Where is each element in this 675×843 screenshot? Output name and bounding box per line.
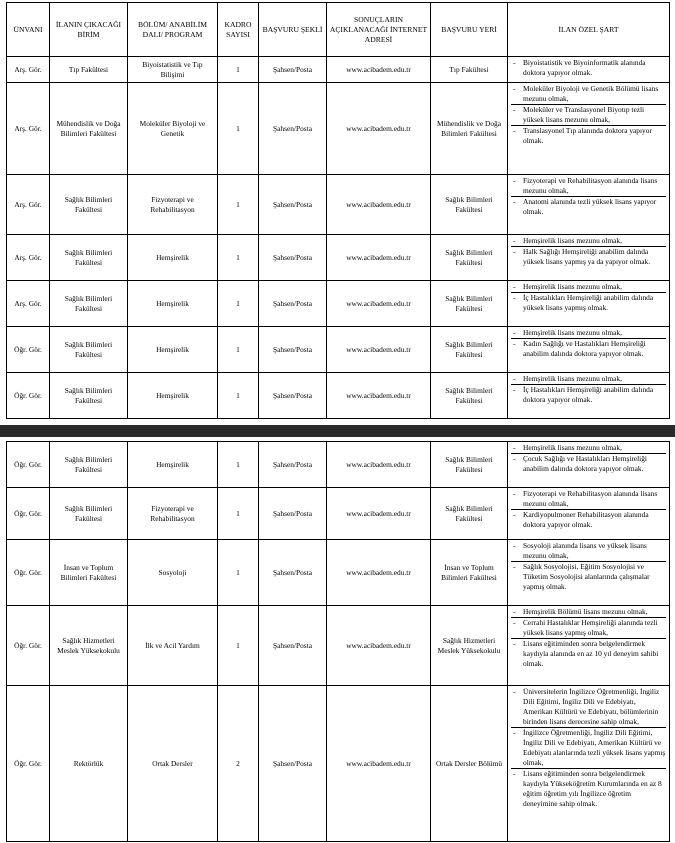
cell-unvan: Öğr. Gör.: [7, 373, 50, 419]
cell-unvan: Öğr. Gör.: [7, 327, 50, 373]
cell-adres: www.acibadem.edu.tr: [327, 235, 431, 281]
cell-sart: [508, 606, 670, 686]
cell-sekil: Şahsen/Posta: [259, 686, 327, 842]
header-sart: İLAN ÖZEL ŞART: [508, 3, 670, 57]
cell-sart: [508, 540, 670, 606]
sart-item: - Lisans eğitiminden sonra belgelendirmek kaydıyla Yükseköğretim Kurumlarında en az 8 eğitim öğretim yılı İngilizce öğretim deneyimine sahip olmak.: [511, 769, 666, 809]
cell-adres: www.acibadem.edu.tr: [327, 686, 431, 842]
cell-sekil: Şahsen/Posta: [259, 373, 327, 419]
cell-birim: İnsan ve Toplum Bilimleri Fakültesi: [50, 540, 128, 606]
cell-birim: Rektörlük: [50, 686, 128, 842]
cell-sart: [508, 83, 670, 175]
table-row: [7, 327, 670, 373]
cell-sekil: Şahsen/Posta: [259, 281, 327, 327]
job-listing-table-bottom: [6, 441, 670, 842]
cell-sekil: Şahsen/Posta: [259, 540, 327, 606]
cell-bolum: Moleküler Biyoloji ve Genetik: [128, 83, 218, 175]
cell-yer: Tıp Fakültesi: [431, 57, 508, 83]
cell-bolum: Fizyoterapi ve Rehabilitasyon: [128, 488, 218, 540]
cell-kadro: 1: [218, 606, 259, 686]
sart-item: - Fizyoterapi ve Rehabilitasyon alanında lisans mezunu olmak,: [511, 489, 666, 510]
cell-sekil: Şahsen/Posta: [259, 327, 327, 373]
cell-birim: Sağlık Bilimleri Fakültesi: [50, 175, 128, 235]
sart-item: - Hemşirelik lisans mezunu olmak,: [511, 374, 666, 385]
header-row: [7, 3, 670, 57]
header-adres: SONUÇLARIN AÇIKLANACAĞI İNTERNET ADRESİ: [327, 3, 431, 57]
cell-bolum: Ortak Dersler: [128, 686, 218, 842]
cell-sekil: Şahsen/Posta: [259, 488, 327, 540]
cell-sekil: Şahsen/Posta: [259, 606, 327, 686]
cell-yer: Sağlık Bilimleri Fakültesi: [431, 235, 508, 281]
cell-sart: [508, 488, 670, 540]
cell-adres: www.acibadem.edu.tr: [327, 488, 431, 540]
table-row: [7, 373, 670, 419]
header-birim: İLANIN ÇIKACAĞI BİRİM: [50, 3, 128, 57]
cell-adres: www.acibadem.edu.tr: [327, 175, 431, 235]
cell-yer: Ortak Dersler Bölümü: [431, 686, 508, 842]
sart-item: - Moleküler Biyoloji ve Genetik Bölümü lisans mezunu olmak,: [511, 84, 666, 105]
cell-kadro: 1: [218, 373, 259, 419]
sart-item: - Sosyoloji alanında lisans ve yüksek lisans mezunu olmak,: [511, 541, 666, 562]
cell-adres: www.acibadem.edu.tr: [327, 373, 431, 419]
cell-birim: Sağlık Hizmetleri Meslek Yüksekokulu: [50, 606, 128, 686]
cell-sekil: Şahsen/Posta: [259, 83, 327, 175]
cell-kadro: 1: [218, 175, 259, 235]
cell-kadro: 1: [218, 57, 259, 83]
page-separator: [0, 425, 675, 437]
cell-sart: [508, 686, 670, 842]
cell-bolum: Hemşirelik: [128, 442, 218, 488]
cell-yer: Sağlık Bilimleri Fakültesi: [431, 281, 508, 327]
cell-adres: www.acibadem.edu.tr: [327, 540, 431, 606]
cell-yer: İnsan ve Toplum Bilimleri Fakültesi: [431, 540, 508, 606]
cell-unvan: Arş. Gör.: [7, 281, 50, 327]
cell-unvan: Arş. Gör.: [7, 57, 50, 83]
cell-adres: www.acibadem.edu.tr: [327, 442, 431, 488]
table-row: [7, 686, 670, 842]
cell-birim: Tıp Fakültesi: [50, 57, 128, 83]
sart-item: - Lisans eğitiminden sonra belgelendirmek kaydıyla alanında en az 10 yıl deneyim sahibi olmak.: [511, 639, 666, 669]
cell-kadro: 1: [218, 83, 259, 175]
cell-sart: [508, 57, 670, 83]
cell-adres: www.acibadem.edu.tr: [327, 327, 431, 373]
header-yer: BAŞVURU YERİ: [431, 3, 508, 57]
cell-unvan: Öğr. Gör.: [7, 442, 50, 488]
cell-unvan: Öğr. Gör.: [7, 606, 50, 686]
sart-item: - Hemşirelik lisans mezunu olmak,: [511, 328, 666, 339]
table-row: [7, 83, 670, 175]
cell-sekil: Şahsen/Posta: [259, 235, 327, 281]
header-sekil: BAŞVURU ŞEKLİ: [259, 3, 327, 57]
cell-adres: www.acibadem.edu.tr: [327, 57, 431, 83]
cell-birim: Sağlık Bilimleri Fakültesi: [50, 373, 128, 419]
sart-item: - Kadın Sağlığı ve Hastalıkları Hemşireliği anabilim dalında doktora yapıyor olmak.: [511, 339, 666, 359]
cell-yer: Sağlık Bilimleri Fakültesi: [431, 327, 508, 373]
cell-kadro: 1: [218, 327, 259, 373]
cell-kadro: 1: [218, 442, 259, 488]
cell-birim: Sağlık Bilimleri Fakültesi: [50, 442, 128, 488]
table-row: [7, 606, 670, 686]
cell-unvan: Arş. Gör.: [7, 235, 50, 281]
cell-sart: [508, 235, 670, 281]
header-bolum: BÖLÜM/ ANABİLİM DALI/ PROGRAM: [128, 3, 218, 57]
sart-item: - Hemşirelik lisans mezunu olmak,: [511, 443, 666, 454]
cell-yer: Sağlık Bilimleri Fakültesi: [431, 175, 508, 235]
cell-bolum: Hemşirelik: [128, 327, 218, 373]
cell-sekil: Şahsen/Posta: [259, 57, 327, 83]
table-row: [7, 57, 670, 83]
cell-yer: Mühendislik ve Doğa Bilimleri Fakültesi: [431, 83, 508, 175]
table-row: [7, 235, 670, 281]
cell-unvan: Öğr. Gör.: [7, 686, 50, 842]
sart-item: - Kardiyopulmoner Rehabilitasyon alanında doktora yapıyor olmak.: [511, 510, 666, 530]
job-listing-table-top: [6, 2, 670, 419]
sart-item: - Çocuk Sağlığı ve Hastalıkları Hemşireliği anabilim dalında doktora yapıyor olmak.: [511, 454, 666, 474]
cell-kadro: 1: [218, 281, 259, 327]
cell-bolum: Hemşirelik: [128, 373, 218, 419]
sart-item: - Anatomi alanında tezli yüksek lisans yapıyor olmak.: [511, 197, 666, 217]
cell-sart: [508, 373, 670, 419]
cell-sart: [508, 175, 670, 235]
table-row: [7, 488, 670, 540]
sart-item: - İç Hastalıkları Hemşireliği anabilim dalında doktora yapıyor olmak.: [511, 385, 666, 405]
header-kadro: KADRO SAYISI: [218, 3, 259, 57]
sart-item: - Hemşirelik lisans mezunu olmak,: [511, 282, 666, 293]
cell-birim: Sağlık Bilimleri Fakültesi: [50, 281, 128, 327]
cell-yer: Sağlık Hizmetleri Meslek Yüksekokulu: [431, 606, 508, 686]
cell-kadro: 2: [218, 686, 259, 842]
cell-sekil: Şahsen/Posta: [259, 175, 327, 235]
cell-yer: Sağlık Bilimleri Fakültesi: [431, 373, 508, 419]
cell-birim: Sağlık Bilimleri Fakültesi: [50, 488, 128, 540]
cell-sart: [508, 281, 670, 327]
sart-item: - Halk Sağlığı Hemşireliği anabilim dalında yüksek lisans yapmış ya da yapıyor olmak.: [511, 247, 666, 267]
cell-bolum: Sosyoloji: [128, 540, 218, 606]
cell-birim: Sağlık Bilimleri Fakültesi: [50, 327, 128, 373]
cell-kadro: 1: [218, 540, 259, 606]
cell-unvan: Öğr. Gör.: [7, 540, 50, 606]
sart-item: - İç Hastalıkları Hemşireliği anabilim dalında yüksek lisans yapmış olmak.: [511, 293, 666, 313]
cell-yer: Sağlık Bilimleri Fakültesi: [431, 442, 508, 488]
sart-item: - Cerrahi Hastalıklar Hemşireliği alanında tezli yüksek lisans yapmış olmak,: [511, 618, 666, 639]
cell-sart: [508, 442, 670, 488]
cell-adres: www.acibadem.edu.tr: [327, 281, 431, 327]
cell-unvan: Arş. Gör.: [7, 175, 50, 235]
cell-birim: Mühendislik ve Doğa Bilimleri Fakültesi: [50, 83, 128, 175]
cell-sekil: Şahsen/Posta: [259, 442, 327, 488]
sart-item: - Hemşirelik Bölümü lisans mezunu olmak,: [511, 607, 666, 618]
cell-bolum: İlk ve Acil Yardım: [128, 606, 218, 686]
cell-kadro: 1: [218, 488, 259, 540]
cell-birim: Sağlık Bilimleri Fakültesi: [50, 235, 128, 281]
cell-adres: www.acibadem.edu.tr: [327, 606, 431, 686]
cell-yer: Sağlık Bilimleri Fakültesi: [431, 488, 508, 540]
sart-item: - İngilizce Öğretmenliği, İngiliz Dili Eğitimi, İngiliz Dili ve Edebiyatı, Amerikan Kültürü ve Edebiyatı alanlarında tezli yüksek lisans yapmış olmak,: [511, 728, 666, 769]
sart-item: - Hemşirelik lisans mezunu olmak,: [511, 236, 666, 247]
table-row: [7, 442, 670, 488]
table-row: [7, 175, 670, 235]
sart-item: - Fizyoterapi ve Rehabilitasyon alanında lisans mezunu olmak,: [511, 176, 666, 197]
sart-item: - Biyoistatistik ve Biyoinformatik alanında doktora yapıyor olmak.: [511, 58, 666, 78]
cell-unvan: Arş. Gör.: [7, 83, 50, 175]
cell-bolum: Biyoistatistik ve Tıp Bilişimi: [128, 57, 218, 83]
sart-item: - Üniversitelerin İngilizce Öğretmenliği, İngiliz Dili Eğitimi, İngiliz Dili ve Edebiyatı, Amerikan Kültürü ve Edebiyatı, bölümlerinin birinden lisans derecesine sahip olmak,: [511, 687, 666, 728]
cell-adres: www.acibadem.edu.tr: [327, 83, 431, 175]
table-row: [7, 540, 670, 606]
cell-sart: [508, 327, 670, 373]
table-row: [7, 281, 670, 327]
sart-item: - Sağlık Sosyolojisi, Eğitim Sosyolojisi ve Tüketim Sosyolojisi alanlarında çalışmalar yapmış olmak.: [511, 562, 666, 592]
sart-item: - Moleküler ve Translasyonel Biyotıp tezli yüksek lisans mezunu olmak,: [511, 105, 666, 126]
cell-unvan: Öğr. Gör.: [7, 488, 50, 540]
cell-bolum: Hemşirelik: [128, 281, 218, 327]
cell-kadro: 1: [218, 235, 259, 281]
cell-bolum: Hemşirelik: [128, 235, 218, 281]
cell-bolum: Fizyoterapi ve Rehabilitasyon: [128, 175, 218, 235]
sart-item: - Translasyonel Tıp alanında doktora yapıyor olmak.: [511, 126, 666, 146]
header-unvan: ÜNVANI: [7, 3, 50, 57]
